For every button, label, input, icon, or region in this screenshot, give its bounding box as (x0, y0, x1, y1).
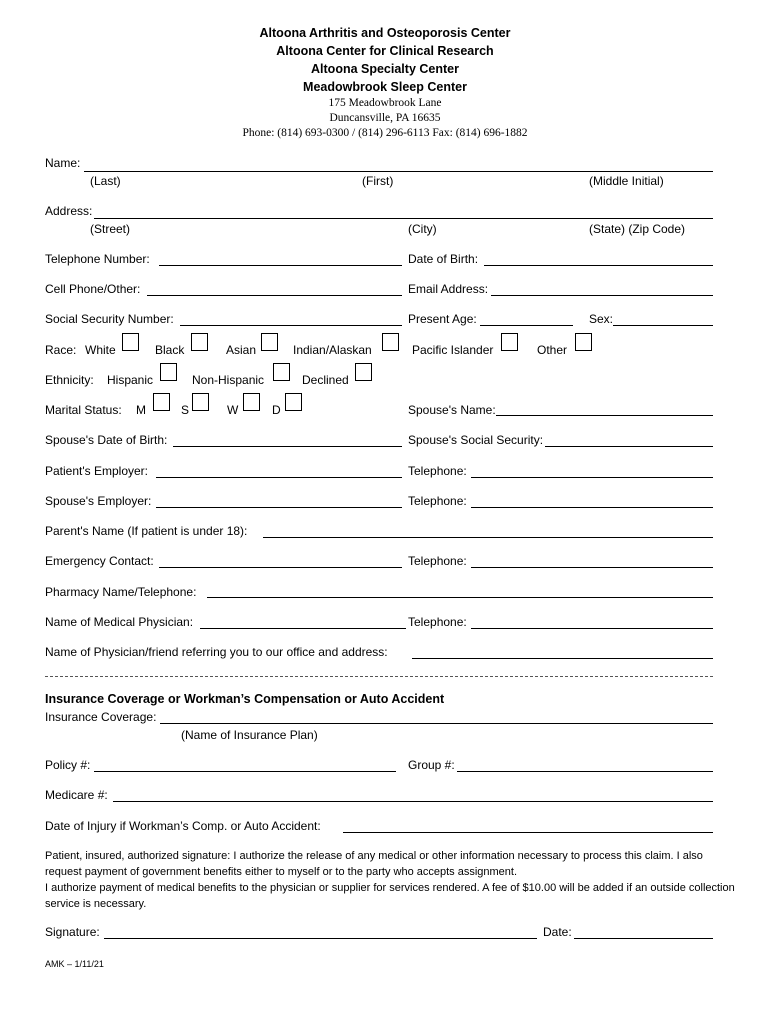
cell-field[interactable] (147, 295, 402, 296)
race-white-label: White (85, 343, 116, 357)
footer-code: AMK – 1/11/21 (45, 959, 104, 969)
spouse-name-field[interactable] (496, 415, 713, 416)
race-label: Race: (45, 343, 77, 357)
marital-m-label: M (136, 403, 146, 417)
pharmacy-field[interactable] (207, 597, 713, 598)
race-pacific-checkbox[interactable] (501, 333, 518, 351)
race-indian-label: Indian/Alaskan (293, 343, 372, 357)
race-indian-checkbox[interactable] (382, 333, 399, 351)
address-line-1: 175 Meadowbrook Lane (328, 97, 442, 109)
emergency-label: Emergency Contact: (45, 554, 154, 568)
policy-field[interactable] (94, 771, 396, 772)
pharmacy-label: Pharmacy Name/Telephone: (45, 585, 197, 599)
org-name-2: Altoona Center for Clinical Research (276, 44, 494, 58)
parent-label: Parent's Name (If patient is under 18): (45, 524, 248, 538)
state-zip-caption: (State) (Zip Code) (589, 222, 686, 236)
ssn-field[interactable] (180, 325, 402, 326)
ethnicity-hispanic-label: Hispanic (107, 373, 154, 387)
emergency-field[interactable] (159, 567, 402, 568)
ethnicity-declined-checkbox[interactable] (355, 363, 372, 381)
email-label: Email Address: (408, 282, 489, 296)
emergency-telephone-field[interactable] (471, 567, 713, 568)
authorization-paragraph-2: I authorize payment of medical benefits to the physician or supplier for services rendered. A fee of $10.00 will be added if an outside collection service is necessary. (45, 882, 735, 910)
medicare-field[interactable] (113, 801, 713, 802)
physician-telephone-field[interactable] (471, 628, 713, 629)
signature-label: Signature: (45, 925, 100, 939)
org-name-3: Altoona Specialty Center (311, 62, 459, 76)
section-divider (45, 676, 713, 677)
referring-label: Name of Physician/friend referring you to our office and address: (45, 645, 388, 659)
phone-line: Phone: (814) 693-0300 / (814) 296-6113 Fax: (814) 696-1882 (242, 127, 528, 139)
age-label: Present Age: (408, 312, 477, 326)
middle-caption: (Middle Initial) (589, 174, 664, 188)
dob-label: Date of Birth: (408, 252, 479, 266)
cell-label: Cell Phone/Other: (45, 282, 141, 296)
ethnicity-nonhispanic-label: Non-Hispanic (192, 373, 265, 387)
marital-w-label: W (227, 403, 239, 417)
org-name-1: Altoona Arthritis and Osteoporosis Center (259, 26, 511, 40)
referring-field[interactable] (412, 658, 713, 659)
marital-d-checkbox[interactable] (285, 393, 302, 411)
insurance-coverage-label: Insurance Coverage: (45, 710, 157, 724)
marital-s-label: S (181, 403, 190, 417)
medicare-label: Medicare #: (45, 788, 108, 802)
spouse-ssn-label: Spouse's Social Security: (408, 433, 544, 447)
insurance-coverage-field[interactable] (160, 723, 713, 724)
date-field[interactable] (574, 938, 713, 939)
age-field[interactable] (480, 325, 573, 326)
address-line-2: Duncansville, PA 16635 (329, 112, 441, 124)
spouse-employer-telephone-field[interactable] (471, 507, 713, 508)
spouse-employer-label: Spouse's Employer: (45, 494, 152, 508)
race-other-checkbox[interactable] (575, 333, 592, 351)
marital-w-checkbox[interactable] (243, 393, 260, 411)
address-label: Address: (45, 204, 93, 218)
injury-field[interactable] (343, 832, 713, 833)
city-caption: (City) (408, 222, 437, 236)
injury-label: Date of Injury if Workman’s Comp. or Auto Accident: (45, 819, 321, 833)
first-caption: (First) (362, 174, 394, 188)
race-black-label: Black (155, 343, 185, 357)
dob-field[interactable] (484, 265, 713, 266)
ethnicity-label: Ethnicity: (45, 373, 94, 387)
spouse-ssn-field[interactable] (545, 446, 713, 447)
marital-s-checkbox[interactable] (192, 393, 209, 411)
spouse-name-label: Spouse's Name: (408, 403, 496, 417)
ethnicity-nonhispanic-checkbox[interactable] (273, 363, 290, 381)
race-white-checkbox[interactable] (122, 333, 139, 351)
spouse-employer-field[interactable] (156, 507, 402, 508)
emergency-telephone-label: Telephone: (408, 554, 467, 568)
date-label: Date: (543, 925, 572, 939)
patient-employer-telephone-label: Telephone: (408, 464, 467, 478)
spouse-dob-label: Spouse's Date of Birth: (45, 433, 168, 447)
physician-label: Name of Medical Physician: (45, 615, 194, 629)
street-caption: (Street) (90, 222, 131, 236)
email-field[interactable] (491, 295, 713, 296)
policy-label: Policy #: (45, 758, 91, 772)
ethnicity-declined-label: Declined (302, 373, 349, 387)
race-other-label: Other (537, 343, 568, 357)
group-label: Group #: (408, 758, 455, 772)
patient-employer-telephone-field[interactable] (471, 477, 713, 478)
address-field[interactable] (94, 218, 713, 219)
ethnicity-hispanic-checkbox[interactable] (160, 363, 177, 381)
patient-employer-label: Patient's Employer: (45, 464, 149, 478)
signature-field[interactable] (104, 938, 537, 939)
sex-label: Sex: (589, 312, 614, 326)
insurance-heading: Insurance Coverage or Workman’s Compensation or Auto Accident (45, 692, 445, 706)
marital-m-checkbox[interactable] (153, 393, 170, 411)
patient-employer-field[interactable] (156, 477, 402, 478)
race-asian-label: Asian (226, 343, 257, 357)
ssn-label: Social Security Number: (45, 312, 174, 326)
spouse-dob-field[interactable] (173, 446, 402, 447)
name-label: Name: (45, 156, 81, 170)
insurance-plan-caption: (Name of Insurance Plan) (181, 728, 318, 742)
race-pacific-label: Pacific Islander (412, 343, 494, 357)
telephone-label: Telephone Number: (45, 252, 150, 266)
name-field[interactable] (84, 171, 713, 172)
last-caption: (Last) (90, 174, 121, 188)
physician-field[interactable] (200, 628, 406, 629)
race-asian-checkbox[interactable] (261, 333, 278, 351)
spouse-employer-telephone-label: Telephone: (408, 494, 467, 508)
group-field[interactable] (457, 771, 713, 772)
org-name-4: Meadowbrook Sleep Center (303, 80, 467, 94)
physician-telephone-label: Telephone: (408, 615, 467, 629)
sex-field[interactable] (613, 325, 713, 326)
parent-field[interactable] (263, 537, 713, 538)
marital-label: Marital Status: (45, 403, 122, 417)
authorization-paragraph-1: Patient, insured, authorized signature: I authorize the release of any medical or other information necessary to process this claim. I also request payment of government benefits either to myself or to the party who accepts assignment. (45, 850, 703, 878)
telephone-field[interactable] (159, 265, 402, 266)
marital-d-label: D (272, 403, 281, 417)
race-black-checkbox[interactable] (191, 333, 208, 351)
